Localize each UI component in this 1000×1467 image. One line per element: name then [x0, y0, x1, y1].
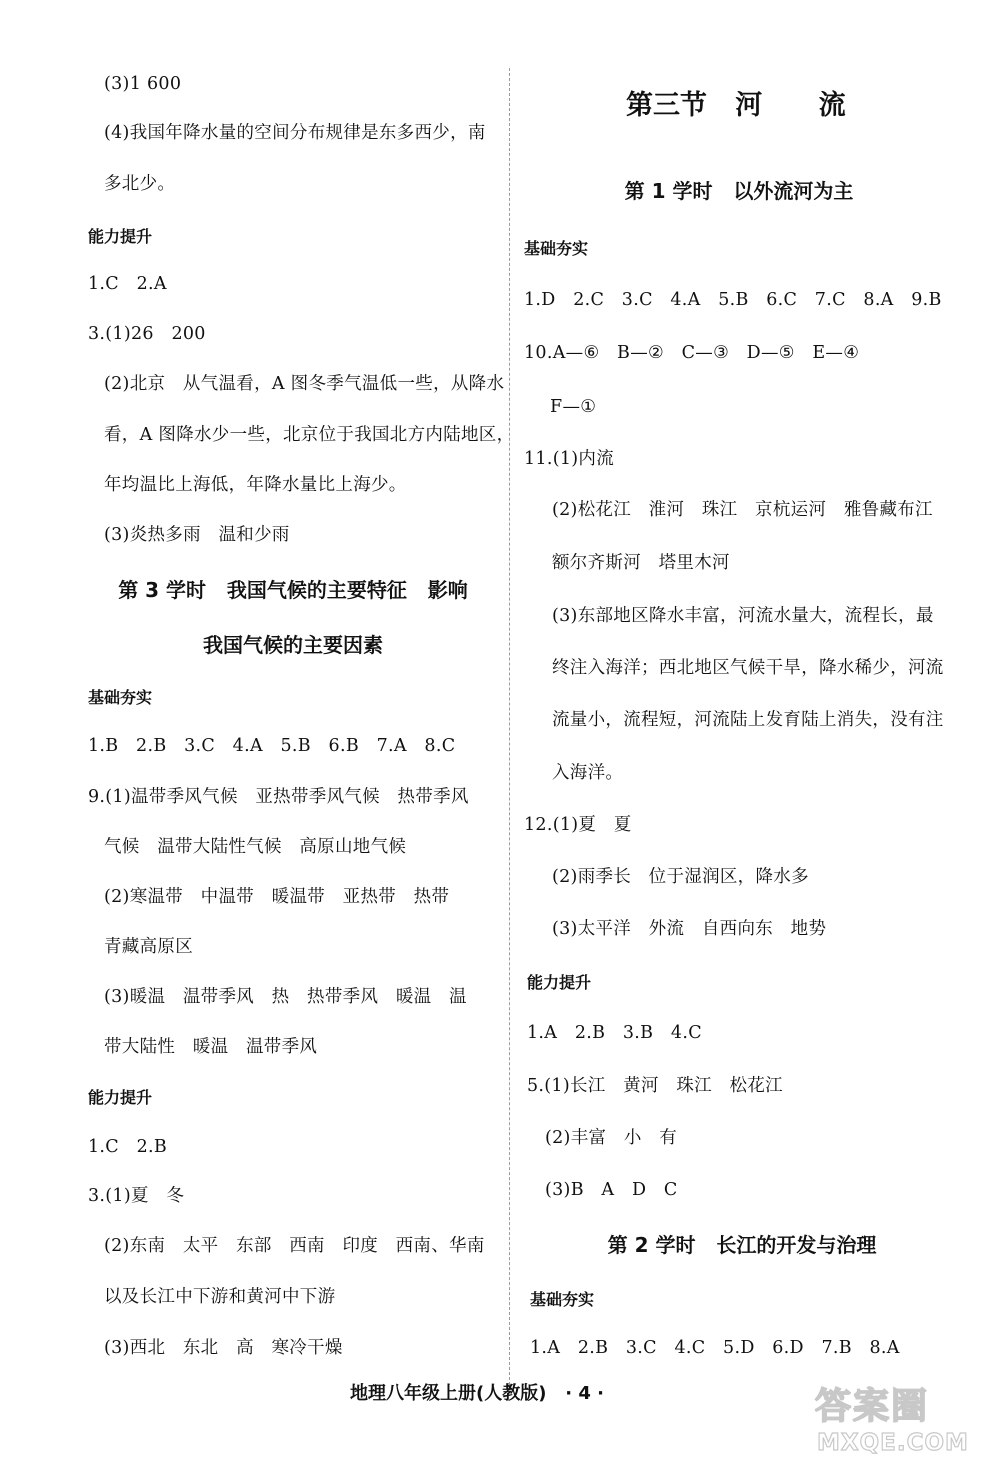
- answer-line: 带大陆性 暖温 温带季风: [104, 1037, 318, 1057]
- subheading-basics: 基础夯实: [524, 239, 589, 258]
- page-footer: 地理八年级上册(人教版) · 4 ·: [350, 1383, 604, 1404]
- watermark: [805, 1385, 995, 1463]
- answer-line: (3)暖温 温带季风 热 热带季风 暖温 温: [104, 987, 467, 1007]
- subheading-basics: 基础夯实: [88, 688, 153, 707]
- answer-line: 9.(1)温带季风气候 亚热带季风气候 热带季风: [88, 787, 469, 807]
- answer-line: (3)B A D C: [545, 1180, 678, 1200]
- answer-line: 10.A—⑥ B—② C—③ D—⑤ E—④: [524, 343, 860, 363]
- answer-line: 5.(1)长江 黄河 珠江 松花江: [527, 1076, 783, 1096]
- answer-line: 看，A 图降水少一些，北京位于我国北方内陆地区，: [104, 425, 515, 445]
- subheading-ability: 能力提升: [527, 973, 592, 992]
- answer-line: 1.C 2.A: [88, 274, 167, 294]
- answer-line: 入海洋。: [552, 763, 624, 783]
- answer-line: 1.A 2.B 3.C 4.C 5.D 6.D 7.B 8.A: [530, 1338, 900, 1358]
- lesson-heading: 我国气候的主要因素: [203, 633, 383, 657]
- answer-line: 流量小，流程短，河流陆上发育陆上消失，没有注: [552, 710, 944, 730]
- answer-line: (2)松花江 淮河 珠江 京杭运河 雅鲁藏布江: [552, 500, 933, 520]
- subheading-ability: 能力提升: [88, 1088, 153, 1107]
- answer-line: 11.(1)内流: [524, 449, 615, 469]
- answer-line: (4)我国年降水量的空间分布规律是东多西少，南: [104, 123, 486, 143]
- answer-line: F—①: [550, 397, 597, 417]
- watermark-logo: 答案圈: [815, 1386, 930, 1427]
- section-title: 第三节 河 流: [626, 90, 846, 121]
- watermark-domain: MXQE.COM: [817, 1430, 969, 1456]
- answer-line: 年均温比上海低，年降水量比上海少。: [104, 475, 407, 495]
- answer-line: 青藏高原区: [104, 937, 193, 957]
- answer-line: 3.(1)26 200: [88, 324, 206, 344]
- answer-line: 3.(1)夏 冬: [88, 1186, 185, 1206]
- answer-line: (3)炎热多雨 温和少雨: [104, 525, 290, 545]
- answer-line: 终注入海洋；西北地区气候干旱，降水稀少，河流: [552, 658, 944, 678]
- answer-line: 气候 温带大陆性气候 高原山地气候: [104, 837, 407, 857]
- subheading-ability: 能力提升: [88, 227, 153, 246]
- answer-line: 多北少。: [104, 174, 176, 194]
- lesson-heading: 第 1 学时 以外流河为主: [624, 179, 854, 203]
- lesson-heading: 第 2 学时 长江的开发与治理: [607, 1233, 877, 1257]
- answer-line: 以及长江中下游和黄河中下游: [104, 1287, 336, 1307]
- answer-line: (2)丰富 小 有: [545, 1128, 678, 1148]
- answer-line: (2)北京 从气温看，A 图冬季气温低一些，从降水: [104, 374, 505, 394]
- lesson-heading: 第 3 学时 我国气候的主要特征 影响: [118, 578, 468, 602]
- answer-line: (2)雨季长 位于湿润区，降水多: [552, 867, 809, 887]
- answer-line: 1.A 2.B 3.B 4.C: [527, 1023, 702, 1043]
- answer-line: 1.B 2.B 3.C 4.A 5.B 6.B 7.A 8.C: [88, 736, 456, 756]
- answer-line: (3)1 600: [104, 74, 182, 94]
- answer-line: (2)寒温带 中温带 暖温带 亚热带 热带: [104, 887, 450, 907]
- answer-line: 额尔齐斯河 塔里木河: [552, 553, 730, 573]
- answer-line: (3)太平洋 外流 自西向东 地势: [552, 919, 827, 939]
- answer-line: 1.D 2.C 3.C 4.A 5.B 6.C 7.C 8.A 9.B: [524, 290, 942, 310]
- subheading-basics: 基础夯实: [530, 1290, 595, 1309]
- answer-line: (3)东部地区降水丰富，河流水量大，流程长，最: [552, 606, 934, 626]
- answer-line: (3)西北 东北 高 寒冷干燥: [104, 1338, 343, 1358]
- answer-line: (2)东南 太平 东部 西南 印度 西南、华南: [104, 1236, 485, 1256]
- answer-line: 1.C 2.B: [88, 1137, 168, 1157]
- answer-line: 12.(1)夏 夏: [524, 815, 632, 835]
- column-divider: [509, 68, 510, 1390]
